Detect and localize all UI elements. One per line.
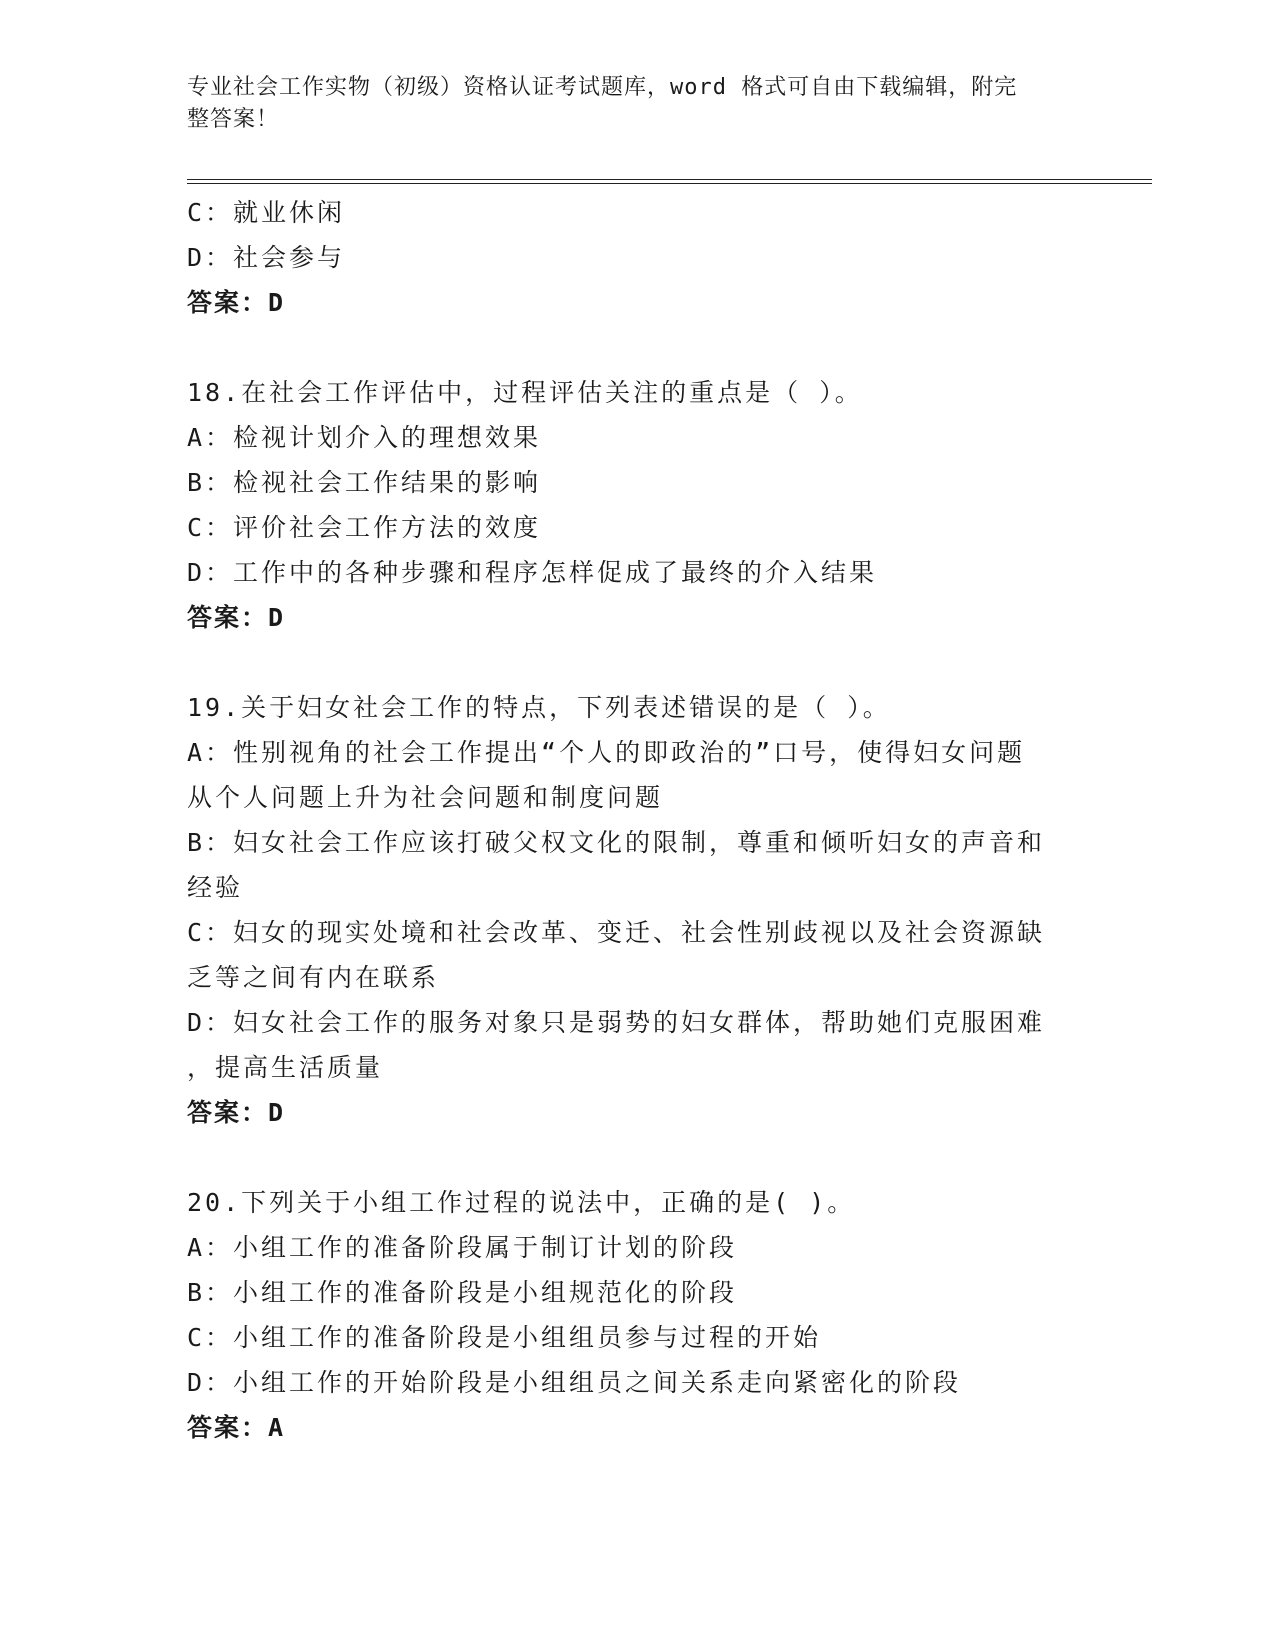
option-d-line-1: D：妇女社会工作的服务对象只是弱势的妇女群体，帮助她们克服困难 (187, 1008, 1046, 1037)
option-d: D：工作中的各种步骤和程序怎样促成了最终的介入结果 (187, 558, 878, 587)
answer: 答案：A (187, 1413, 286, 1442)
option-b-line-1: B：妇女社会工作应该打破父权文化的限制，尊重和倾听妇女的声音和 (187, 828, 1046, 857)
option-d: D：小组工作的开始阶段是小组组员之间关系走向紧密化的阶段 (187, 1368, 962, 1397)
option-c: C：评价社会工作方法的效度 (187, 513, 542, 542)
option-b: B：小组工作的准备阶段是小组规范化的阶段 (187, 1278, 738, 1307)
question-19 (187, 685, 1087, 1135)
option-b: B：检视社会工作结果的影响 (187, 468, 542, 497)
option-c-line-1: C：妇女的现实处境和社会改革、变迁、社会性别歧视以及社会资源缺 (187, 918, 1046, 947)
option-a: A：检视计划介入的理想效果 (187, 423, 542, 452)
answer: 答案：D (187, 603, 286, 632)
question-text: 20.下列关于小组工作过程的说法中，正确的是( )。 (187, 1188, 856, 1217)
question-18 (187, 370, 1087, 640)
answer: 答案：D (187, 288, 286, 317)
spacer (187, 640, 1087, 685)
option-d-line-2: ，提高生活质量 (187, 1053, 384, 1082)
option-a-line-2: 从个人问题上升为社会问题和制度问题 (187, 783, 664, 812)
question-17-tail (187, 190, 1087, 325)
header-line-1: 专业社会工作实物（初级）资格认证考试题库，word 格式可自由下载编辑，附完 (187, 75, 1018, 100)
option-b-line-2: 经验 (187, 873, 244, 902)
option-a-line-1: A：性别视角的社会工作提出“个人的即政治的”口号，使得妇女问题 (187, 738, 1026, 767)
option-c: C：小组工作的准备阶段是小组组员参与过程的开始 (187, 1323, 822, 1352)
option-d: D：社会参与 (187, 243, 346, 272)
answer: 答案：D (187, 1098, 286, 1127)
question-content (187, 190, 1087, 1450)
spacer (187, 1135, 1087, 1180)
option-c-line-2: 乏等之间有内在联系 (187, 963, 440, 992)
question-20 (187, 1180, 1087, 1450)
option-a: A：小组工作的准备阶段属于制订计划的阶段 (187, 1233, 738, 1262)
header-rule-bottom (187, 183, 1152, 184)
question-text: 18.在社会工作评估中，过程评估关注的重点是（ ）。 (187, 378, 863, 407)
option-c: C：就业休闲 (187, 198, 346, 227)
header-line-2: 整答案！ (187, 107, 280, 132)
question-text: 19.关于妇女社会工作的特点，下列表述错误的是（ ）。 (187, 693, 891, 722)
header-rule-top (187, 179, 1152, 180)
spacer (187, 325, 1087, 370)
page-header (187, 72, 1067, 136)
